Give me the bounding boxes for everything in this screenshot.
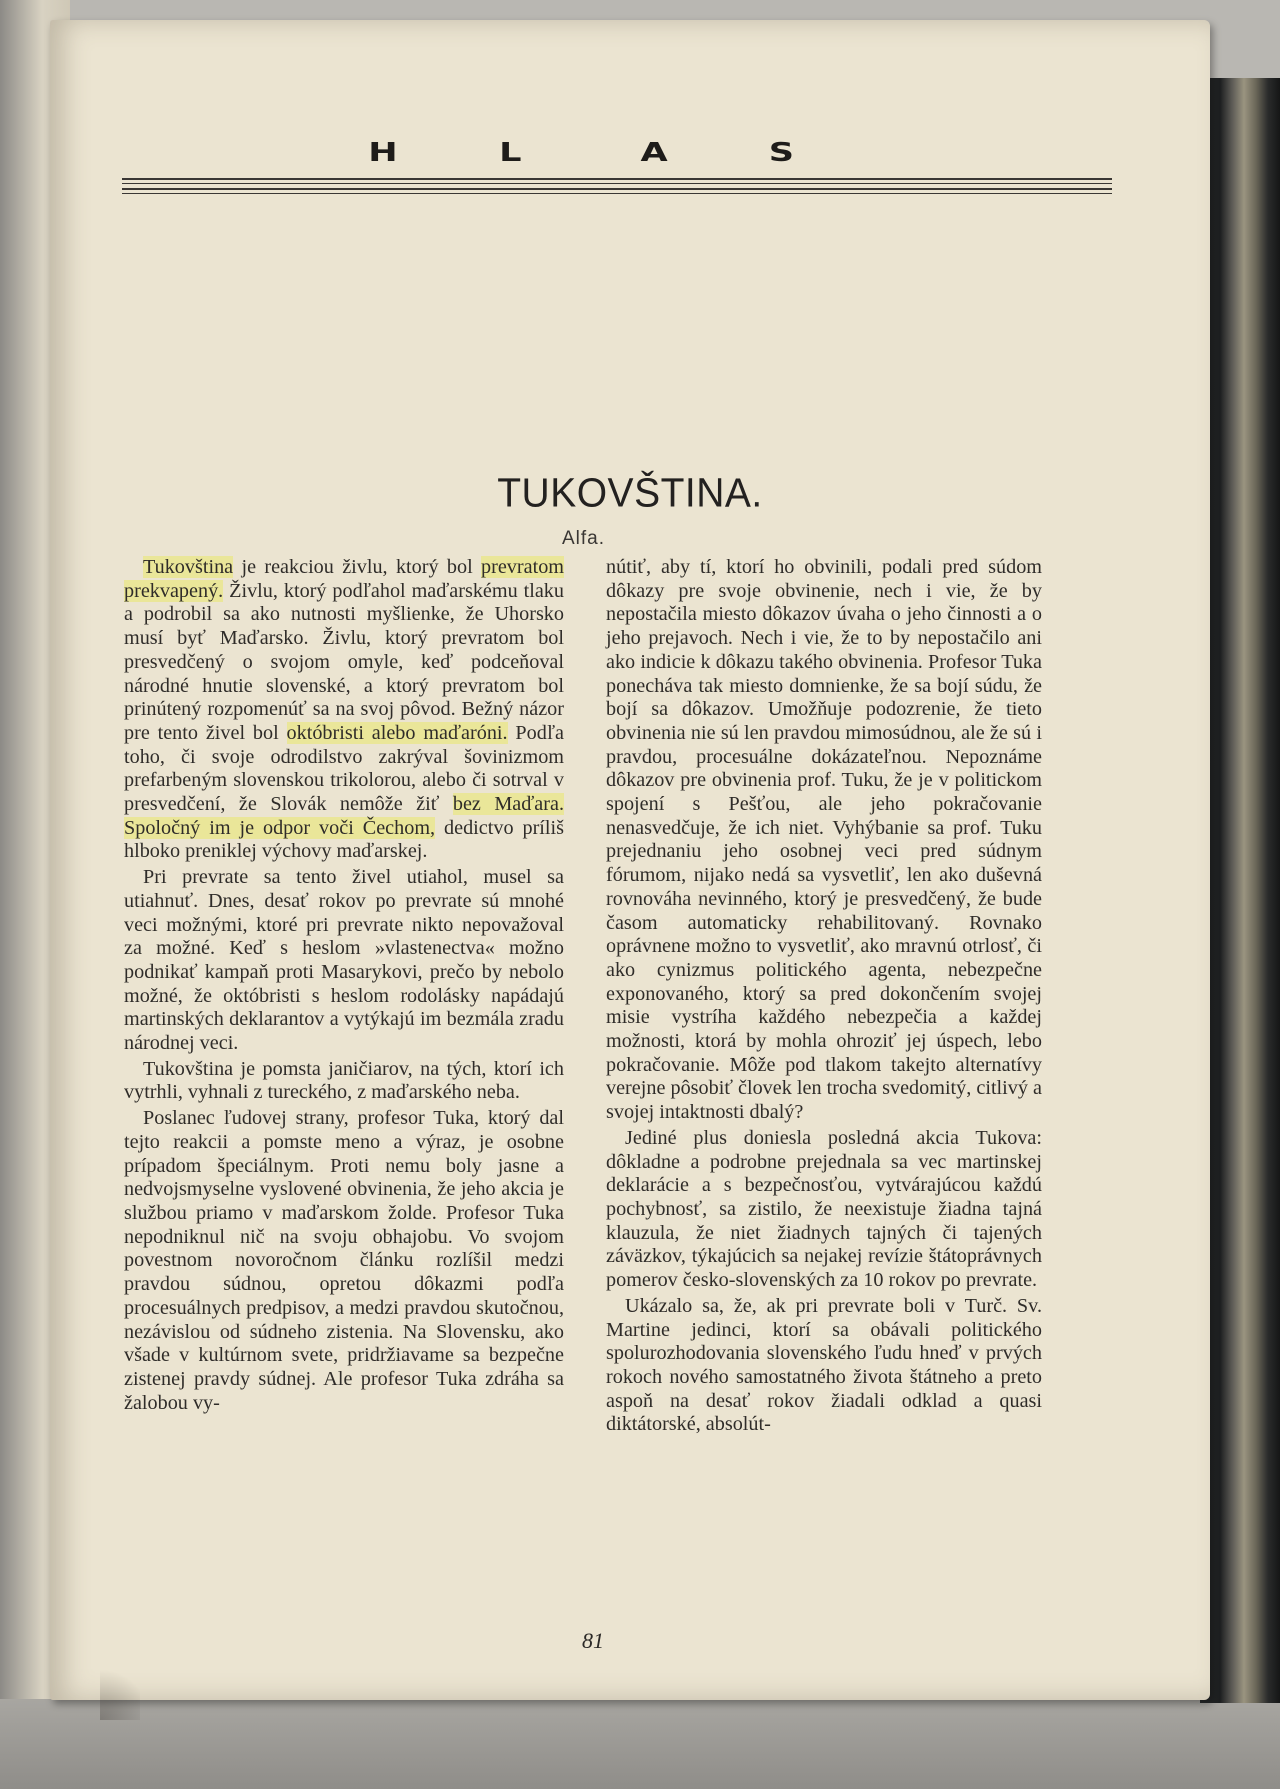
text-run: Živlu, ktorý podľahol maďarskému tlaku a podrobil sa ako nutnosti myšlienke, že Uhorsko musí byť Maďarsko. Živlu, ktorý prevratom bol presvedčený o svojom omyle, keď podceňoval národné hnutie slovenské, a ktorý prevratom bol prinútený rozpomenúť sa na svoj pôvod. Bežný názor pre tento živel bol	[124, 579, 564, 744]
paragraph: Poslanec ľudovej strany, profesor Tuka, ktorý dal tejto reakcii a pomste meno a výraz, je osobne prípadom špeciálnym. Proti nemu boly jasne a nedvojsmyselne vyslovené obvinenia, že jeho akcia je službou priamo v maďarskom žolde. Profesor Tuka nepodniknul nič na svoju obhajobu. Vo svojom povestnom novoročnom článku rozlíšil medzi pravdou súdnou, opretou dôkazmi podľa procesuálnych predpisov, a medzi pravdou skutočnou, nezávislou od súdneho zistenia. Na Slovensku, ako všade v kultúrnom svete, pridržiavame sa bezpečne zistenej pravdy súdnej. Ale profesor Tuka zdráha sa žalobou vy-	[124, 1107, 564, 1414]
masthead-rule	[122, 178, 1112, 180]
text-run: dedictvo príliš hlboko preniklej výchovy maďarskej.	[124, 816, 564, 863]
page-shadow	[100, 1660, 140, 1720]
highlighted-text: prevratom prekvapený.	[124, 556, 564, 602]
highlighted-text: bez Maďara. Spoločný im je odpor voči Čechom,	[124, 793, 564, 839]
paragraph: Tukovština je pomsta janičiarov, na tých, ktorí ich vytrhli, vyhnali z tureckého, z maďarského neba.	[124, 1057, 564, 1104]
paragraph: Jediné plus doniesla posledná akcia Tukova: dôkladne a podrobne prejednala sa vec martinskej deklarácie a s bezpečnosťou, vytvárajúcou každú pochybnosť, sa zistilo, že neexistuje žiadna tajná klauzula, že niet žiadnych tajných či tajených záväzkov, týkajúcich sa nejakej revízie štátoprávnych pomerov česko-slovenských za 10 rokov po prevrate.	[606, 1126, 1042, 1292]
masthead-rule	[122, 188, 1112, 190]
paragraph: Pri prevrate sa tento živel utiahol, musel sa utiahnuť. Dnes, desať rokov po prevrate sú mnohé veci možnými, ktoré pri prevrate nikto nepovažoval za možné. Keď s heslom »vlastenectva« možno podnikať kampaň proti Masarykovi, prečo by nebolo možné, že októbristi s heslom rodolásky napádajú martinských deklarantov a vytýkajú im bezmála zradu národnej veci.	[124, 866, 564, 1055]
paragraph	[124, 556, 564, 864]
masthead	[122, 138, 1112, 228]
paragraph: Ukázalo sa, že, ak pri prevrate boli v Turč. Sv. Martine jedinci, ktorí sa obávali politického spolurozhodovania slovenského ľudu hneď v prvých rokoch nového samostatného života štátneho a preto aspoň na desať rokov žiadali odklad a quasi diktátorské, absolút-	[606, 1294, 1042, 1436]
highlighted-text: októbristi alebo maďaróni.	[286, 721, 508, 744]
masthead-rule	[122, 193, 1112, 194]
text-run: Podľa toho, či svoje odrodilstvo zakrýval šovinizmom prefarbeným slovenskou trikolorou, alebo či sotrval v presvedčení, že Slovák nemôže žiť	[124, 721, 564, 816]
right-column	[606, 556, 1042, 1439]
book-binding	[1200, 78, 1280, 1703]
left-column	[124, 556, 564, 1417]
masthead-letter-s: S	[768, 138, 795, 168]
article-author: Alfa.	[562, 528, 606, 549]
masthead-letter-a: A	[640, 138, 668, 168]
text-run: je reakciou živlu, ktorý bol	[233, 556, 482, 578]
masthead-title	[122, 138, 1112, 178]
table-surface	[0, 1699, 1280, 1789]
page-number: 81	[582, 1628, 604, 1653]
masthead-letter-h: H	[368, 138, 398, 168]
book-page	[50, 20, 1210, 1700]
masthead-rule	[122, 183, 1112, 184]
article-title: TUKOVŠTINA.	[497, 470, 763, 517]
highlighted-text: Tukovština	[143, 556, 234, 578]
masthead-letter-l: L	[499, 138, 522, 168]
paragraph: nútiť, aby tí, ktorí ho obvinili, podali pred súdom dôkazy pre svoje obvinenie, nech i vie, že by nepostačila miesto dôkazov úvaha o jeho činnosti a o jeho prejavoch. Nech i vie, že to by nepostačilo ani ako indicie k dôkazu takého obvinenia. Profesor Tuka ponecháva tak miesto domnienke, že sa bojí súdu, že bojí sa dôkazov. Umožňuje podozrenie, že tieto obvinenia nie sú len pravdou mimosúdnou, ale že sú i pravdou, procesuálne dokázateľnou. Nepoznáme dôkazov pre obvinenia prof. Tuku, že je v politickom spojení s Pešťou, ale jeho pokračovanie nenasvedčuje, že ich niet. Vyhýbanie sa prof. Tuku prejednaniu jeho osobnej veci pred súdnym fórumom, nijako nedá sa vysvetliť, len ako duševná rovnováha nevinného, ktorý je presvedčený, že bude časom automaticky rehabilitovaný. Rovnako oprávnene možno to vysvetliť, ako mravnú otrlosť, či ako cynizmus politického agenta, nebezpečne exponovaného, ktorý sa pred dokončením svojej misie vystríha každého nebezpečia a každej možnosti, ktorá by mohla ohroziť jej úspech, lebo pokračovanie. Môže pod tlakom takejto alternatívy verejne pôsobiť človek len trocha svedomitý, citlivý a svojej intaktnosti dbalý?	[606, 556, 1042, 1124]
